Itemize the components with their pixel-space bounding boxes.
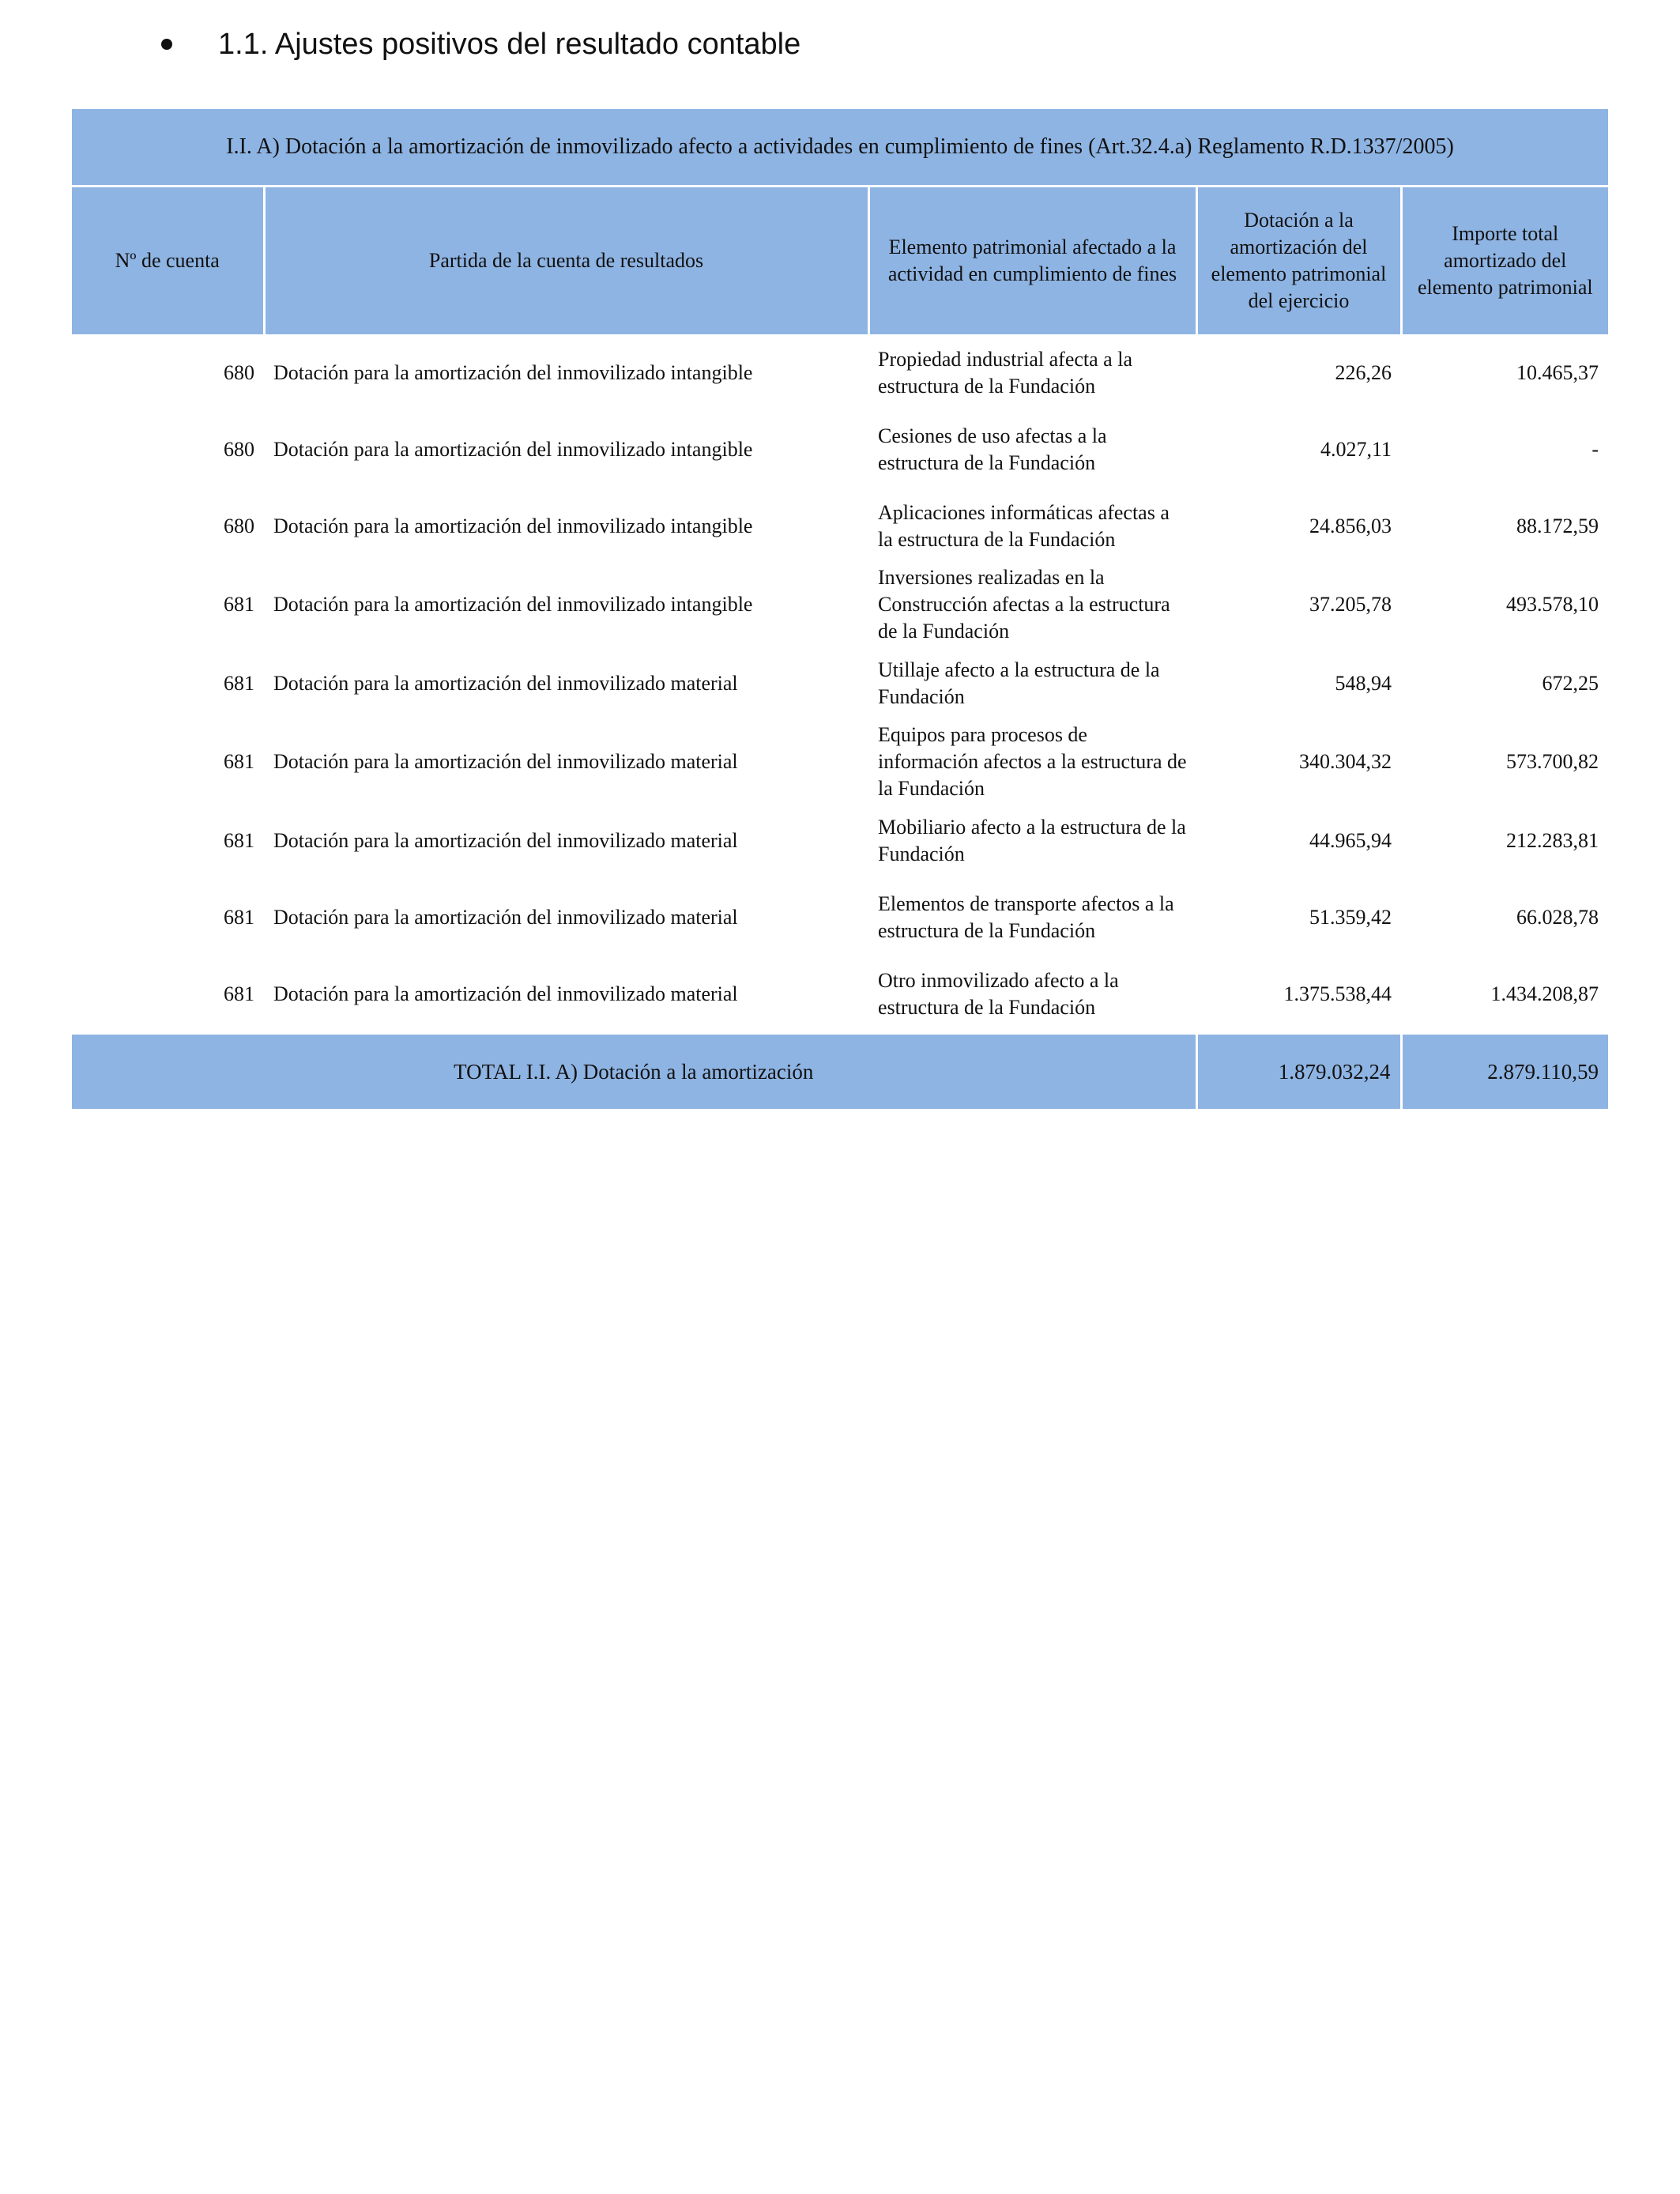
column-header-partida: Partida de la cuenta de resultados	[264, 187, 868, 335]
cell-elemento: Elementos de transporte afectos a la estructura de la Fundación	[868, 879, 1196, 956]
bullet-dot-icon	[161, 39, 172, 50]
cell-dotacion: 340.304,32	[1196, 722, 1401, 802]
cell-importe: 573.700,82	[1401, 722, 1608, 802]
cell-elemento: Equipos para procesos de información afectos a la estructura de la Fundación	[868, 722, 1196, 802]
cell-elemento: Aplicaciones informáticas afectas a la estructura de la Fundación	[868, 488, 1196, 564]
column-header-cuenta: Nº de cuenta	[72, 187, 264, 335]
cell-cuenta: 681	[72, 645, 264, 722]
cell-partida: Dotación para la amortización del inmovilizado material	[264, 956, 868, 1034]
table-row	[72, 879, 1608, 956]
total-importe: 2.879.110,59	[1401, 1034, 1608, 1110]
cell-partida: Dotación para la amortización del inmovilizado intangible	[264, 334, 868, 411]
table-row	[72, 722, 1608, 802]
cell-importe: 88.172,59	[1401, 488, 1608, 564]
cell-dotacion: 4.027,11	[1196, 411, 1401, 488]
column-header-elemento: Elemento patrimonial afectado a la actividad en cumplimiento de fines	[868, 187, 1196, 335]
table-row	[72, 564, 1608, 645]
table-row	[72, 488, 1608, 564]
total-dotacion: 1.879.032,24	[1196, 1034, 1401, 1110]
cell-partida: Dotación para la amortización del inmovilizado material	[264, 879, 868, 956]
table-row	[72, 645, 1608, 722]
amortization-table	[72, 109, 1608, 1109]
cell-cuenta: 681	[72, 802, 264, 879]
cell-importe: 212.283,81	[1401, 802, 1608, 879]
cell-cuenta: 680	[72, 488, 264, 564]
cell-importe: 66.028,78	[1401, 879, 1608, 956]
cell-cuenta: 681	[72, 722, 264, 802]
cell-cuenta: 681	[72, 564, 264, 645]
cell-cuenta: 680	[72, 411, 264, 488]
cell-partida: Dotación para la amortización del inmovilizado material	[264, 645, 868, 722]
cell-importe: 1.434.208,87	[1401, 956, 1608, 1034]
cell-elemento: Inversiones realizadas en la Construcción afectas a la estructura de la Fundación	[868, 564, 1196, 645]
cell-elemento: Utillaje afecto a la estructura de la Fundación	[868, 645, 1196, 722]
table-row	[72, 411, 1608, 488]
table-row	[72, 802, 1608, 879]
cell-importe: -	[1401, 411, 1608, 488]
cell-dotacion: 24.856,03	[1196, 488, 1401, 564]
total-label: TOTAL I.I. A) Dotación a la amortización	[72, 1034, 1196, 1110]
cell-elemento: Cesiones de uso afectas a la estructura de la Fundación	[868, 411, 1196, 488]
cell-dotacion: 1.375.538,44	[1196, 956, 1401, 1034]
cell-dotacion: 51.359,42	[1196, 879, 1401, 956]
cell-cuenta: 681	[72, 879, 264, 956]
table-row	[72, 334, 1608, 411]
cell-dotacion: 37.205,78	[1196, 564, 1401, 645]
cell-elemento: Otro inmovilizado afecto a la estructura de la Fundación	[868, 956, 1196, 1034]
table-title: I.I. A) Dotación a la amortización de inmovilizado afecto a actividades en cumplimiento de fines (Art.32.4.a) Reglamento R.D.1337/2005)	[72, 109, 1608, 187]
cell-elemento: Propiedad industrial afecta a la estructura de la Fundación	[868, 334, 1196, 411]
cell-cuenta: 680	[72, 334, 264, 411]
cell-importe: 672,25	[1401, 645, 1608, 722]
section-heading-text: 1.1. Ajustes positivos del resultado contable	[218, 27, 801, 61]
cell-elemento: Mobiliario afecto a la estructura de la Fundación	[868, 802, 1196, 879]
table-row	[72, 956, 1608, 1034]
cell-partida: Dotación para la amortización del inmovilizado intangible	[264, 488, 868, 564]
cell-dotacion: 226,26	[1196, 334, 1401, 411]
cell-importe: 493.578,10	[1401, 564, 1608, 645]
column-header-dotacion: Dotación a la amortización del elemento patrimonial del ejercicio	[1196, 187, 1401, 335]
cell-cuenta: 681	[72, 956, 264, 1034]
cell-partida: Dotación para la amortización del inmovilizado material	[264, 722, 868, 802]
cell-partida: Dotación para la amortización del inmovilizado material	[264, 802, 868, 879]
section-heading	[161, 22, 800, 66]
cell-partida: Dotación para la amortización del inmovilizado intangible	[264, 564, 868, 645]
cell-importe: 10.465,37	[1401, 334, 1608, 411]
cell-dotacion: 44.965,94	[1196, 802, 1401, 879]
total-row	[72, 1034, 1608, 1110]
cell-dotacion: 548,94	[1196, 645, 1401, 722]
cell-partida: Dotación para la amortización del inmovilizado intangible	[264, 411, 868, 488]
column-header-importe: Importe total amortizado del elemento patrimonial	[1401, 187, 1608, 335]
